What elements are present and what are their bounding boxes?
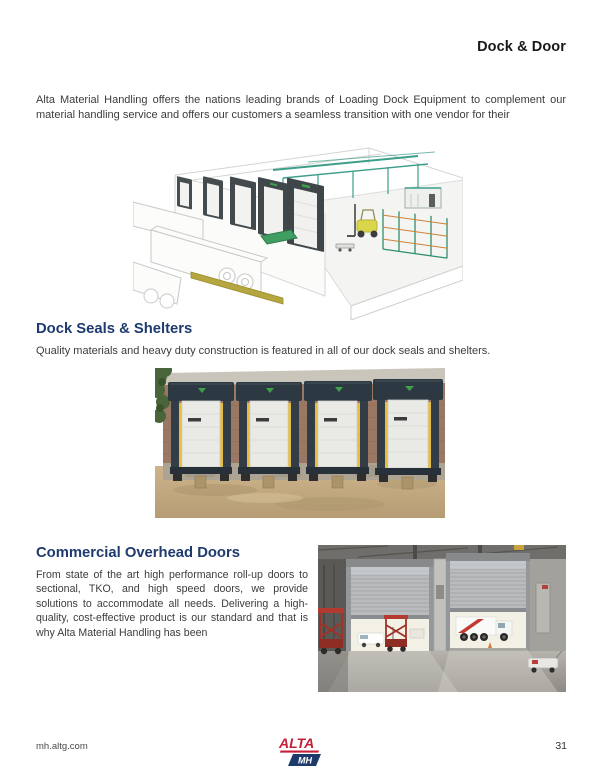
loading-dock-illustration-svg <box>133 144 463 320</box>
page-title: Dock & Door <box>477 39 566 55</box>
logo-brand-text: ALTA <box>279 735 315 751</box>
page-number: 31 <box>555 740 567 752</box>
overhead-doors-photo <box>318 545 566 692</box>
section-body-dock-seals: Quality materials and heavy duty construction is featured in all of our dock seals and shelters. <box>36 345 491 357</box>
dock-seals-photo-svg <box>155 368 445 518</box>
footer-website-link[interactable]: mh.altg.com <box>36 741 88 752</box>
overhead-doors-photo-svg <box>318 545 566 692</box>
section-body-overhead-doors: From state of the art high performance roll-up doors to sectional, TKO, and high speed doors, we provide solutions to accommodate all needs. Delivering a high-quality, cost-effective product is our standard and that is why Alta Material Handling has been <box>36 569 308 639</box>
dock-seals-photo <box>155 368 445 518</box>
alta-mh-logo <box>277 735 323 769</box>
section-heading-dock-seals: Dock Seals & Shelters <box>36 321 193 337</box>
intro-paragraph: Alta Material Handling offers the nations leading brands of Loading Dock Equipment to complement our material handling service and offers our customers a seamless transition with one vendor for their <box>36 94 566 122</box>
logo-underline <box>280 751 319 753</box>
alta-mh-logo-svg <box>277 735 323 769</box>
section-heading-overhead-doors: Commercial Overhead Doors <box>36 545 240 561</box>
loading-dock-illustration <box>133 144 463 320</box>
logo-division-text: MH <box>298 755 312 766</box>
